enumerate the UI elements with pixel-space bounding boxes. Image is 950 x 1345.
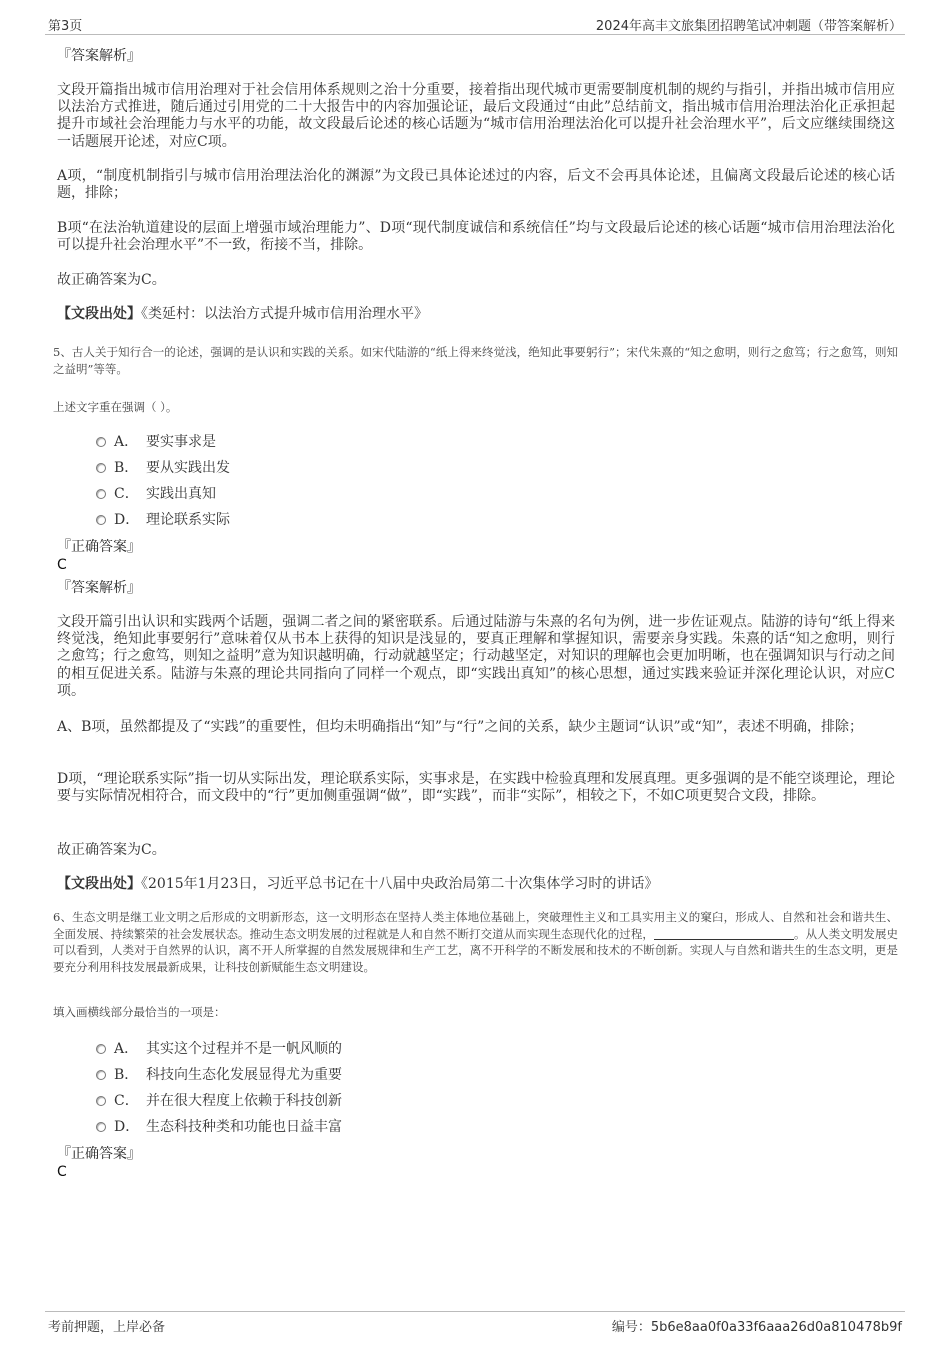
q4-analysis-label: 『答案解析』 [57,48,141,64]
radio-icon[interactable] [96,489,106,499]
q6-question-text: 6、生态文明是继工业文明之后形成的文明新形态，这一文明形态在坚持人类主体地位基础上，突破理性主义和工具实用主义的窠臼，形成人、自然和社会和谐共生、全面发展、持续繁荣的社会发展状态。推动生态文明发展的过程就是人和自然不断打交道从而实现生态现代化的过程， 。从人类文明发展史可以看到，人类对于自然界的认识，离不开人所掌握的自然发展规律和生产工艺，离不开科学的不断发展和技术的不断创新。实现人与自然和谐共生的生态文明，更是要充分利用科技发展最新成果，让科技创新赋能生态文明建设。 [53,910,898,974]
q6-option-a[interactable]: A． 其实这个过程并不是一帆风顺的 [96,1041,342,1058]
page-number: 第3页 [48,19,83,34]
radio-icon[interactable] [96,1122,106,1132]
radio-icon[interactable] [96,1044,106,1054]
q4-analysis-paragraph-1: 文段开篇指出城市信用治理对于社会信用体系规则之治十分重要，接着指出现代城市更需要制度机制的规约与指引，并指出城市信用应以法治方式推进，随后通过引用党的二十大报告中的内容加强论证，最后文段通过“由此”总结前文，指出城市信用治理法治化正承担起提升市域社会治理能力与水平的功能，故文段最后论述的核心话题为“城市信用治理法治化可以提升社会治理水平”，后文应继续围绕这一话题展开论述，对应C项。 [57,82,895,150]
q6-correct-value: C [57,1164,67,1180]
q5-analysis-paragraph-1: 文段开篇引出认识和实践两个话题，强调二者之间的紧密联系。后通过陆游与朱熹的名句为例，进一步佐证观点。陆游的诗句“纸上得来终觉浅，绝知此事要躬行”意味着仅从书本上获得的知识是浅显的，要真正理解和掌握知识，需要亲身实践。朱熹的话“知之愈明，则行之愈笃；行之愈笃，则知之益明”意为知识越明确，行动就越坚定；行动越坚定，对知识的理解也会更加明晰，也在强调知识与行动之间的相互促进关系。陆游与朱熹的理论共同指向了同样一个观点，即“实践出真知”的核心思想，通过实践来验证并深化理论认识，对应C项。 [57,614,895,699]
q5-analysis-paragraph-2: A、B项，虽然都提及了“实践”的重要性，但均未明确指出“知”与“行”之间的关系，缺少主题词“认识”或“知”，表述不明确，排除； [57,719,863,735]
q6-option-c[interactable]: C． 并在很大程度上依赖于科技创新 [96,1093,342,1110]
q6-prompt: 填入画横线部分最恰当的一项是： [53,1005,226,1019]
page-header [45,12,905,35]
q5-prompt: 上述文字重在强调（ ）。 [53,400,178,414]
page-footer [45,1311,905,1335]
q6-option-d[interactable]: D． 生态科技种类和功能也日益丰富 [96,1119,342,1136]
q5-source-label: 【文段出处】 [57,876,141,892]
q4-analysis-paragraph-2: A项，“制度机制指引与城市信用治理法治化的渊源”为文段已具体论述过的内容，后文不会再具体论述，且偏离文段最后论述的核心话题，排除； [57,168,895,202]
q5-option-a[interactable]: A． 要实事求是 [96,434,216,451]
radio-icon[interactable] [96,437,106,447]
q4-source-text: 《类延村：以法治方式提升城市信用治理水平》 [141,306,428,322]
q4-source [57,306,428,323]
fill-in-blank [654,927,794,940]
radio-icon[interactable] [96,1070,106,1080]
q4-analysis-paragraph-4: 故正确答案为C。 [57,272,166,288]
q5-source [57,876,658,893]
q5-question-text: 5、古人关于知行合一的论述，强调的是认识和实践的关系。如宋代陆游的“纸上得来终觉浅，绝知此事要躬行”；宋代朱熹的“知之愈明，则行之愈笃；行之愈笃，则知之益明”等等。 [53,345,898,376]
q5-source-text: 《2015年1月23日，习近平总书记在十八届中央政治局第二十次集体学习时的讲话》 [141,876,659,892]
radio-icon[interactable] [96,515,106,525]
footer-motto: 考前押题，上岸必备 [48,1320,166,1335]
q5-analysis-paragraph-4: 故正确答案为C。 [57,842,166,858]
q5-option-d[interactable]: D． 理论联系实际 [96,512,230,529]
q6-correct-label: 『正确答案』 [57,1146,141,1162]
q6-option-b[interactable]: B． 科技向生态化发展显得尤为重要 [96,1067,342,1084]
q4-source-label: 【文段出处】 [57,306,141,322]
q5-correct-value: C [57,557,67,573]
q5-analysis-label: 『答案解析』 [57,580,141,596]
q4-analysis-paragraph-3: B项“在法治轨道建设的层面上增强市域治理能力”、D项“现代制度诚信和系统信任”均与文段最后论述的核心话题“城市信用治理法治化可以提升社会治理水平”不一致，衔接不当，排除。 [57,220,895,254]
q5-option-c[interactable]: C． 实践出真知 [96,486,216,503]
radio-icon[interactable] [96,463,106,473]
radio-icon[interactable] [96,1096,106,1106]
q5-option-b[interactable]: B． 要从实践出发 [96,460,230,477]
q5-analysis-paragraph-3: D项，“理论联系实际”指一切从实际出发，理论联系实际，实事求是，在实践中检验真理和发展真理。更多强调的是不能空谈理论，理论要与实际情况相符合，而文段中的“行”更加侧重强调“做”，即“实践”，而非“实际”，相较之下，不如C项更契合文段，排除。 [57,771,895,805]
document-code: 编号：5b6e8aa0f0a33f6aaa26d0a810478b9f [611,1320,902,1335]
document-title: 2024年高丰文旅集团招聘笔试冲刺题（带答案解析） [595,19,902,34]
q5-correct-label: 『正确答案』 [57,539,141,555]
